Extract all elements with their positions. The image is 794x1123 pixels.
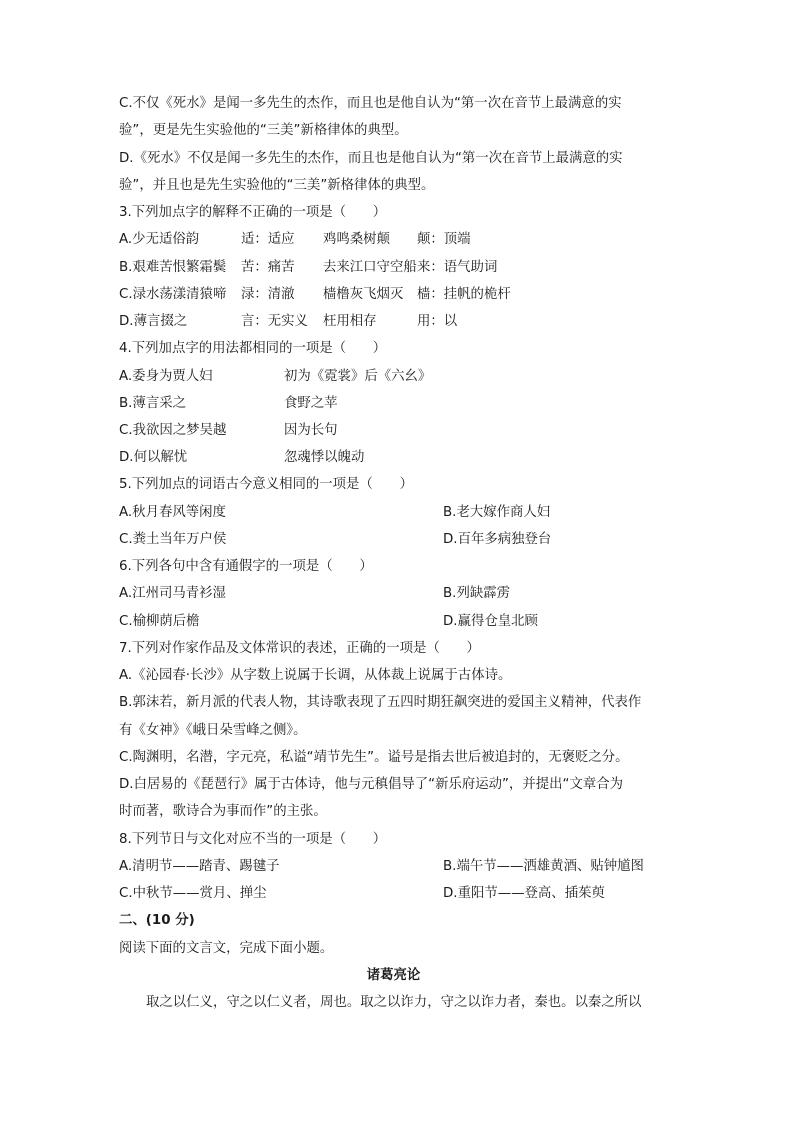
q4-d-left: D.何以解忧 — [119, 450, 188, 465]
q8-option-c: C.中秋节——赏月、掸尘 — [119, 886, 267, 901]
q4-stem: 4.下列加点字的用法都相同的一项是（ ） — [119, 341, 387, 356]
q3-option-b — [119, 258, 668, 278]
q7-option-b-line2: 有《女神》《峨日朵雪峰之侧》。 — [119, 723, 307, 738]
q3-a-gloss2: 颠：顶端 — [417, 232, 471, 247]
q4-a-right: 初为《霓裳》后《六幺》 — [284, 369, 432, 384]
q5-option-b: B.老大嫁作商人妇 — [443, 505, 551, 520]
q5-row-1 — [119, 503, 668, 523]
q4-option-d — [119, 448, 668, 468]
q8-stem: 8.下列节日与文化对应不当的一项是（ ） — [119, 832, 387, 847]
q5-option-a: A.秋月春风等闲度 — [119, 505, 226, 520]
q7-option-b-line1: B.郭沫若，新月派的代表人物，其诗歌表现了五四时期狂飙突进的爱国主义精神，代表作 — [119, 695, 642, 710]
q2-option-d-line2: 验”，并且也是先生实验他的“三美”新格律体的典型。 — [119, 178, 435, 193]
q7-option-c: C.陶渊明，名潜，字元亮，私谥“靖节先生”。谥号是指去世后被追封的，无褒贬之分。 — [119, 750, 629, 765]
q3-option-d — [119, 312, 668, 332]
q3-b-gloss: 苦：痛苦 — [241, 260, 295, 275]
q3-option-a — [119, 230, 668, 250]
q7-option-d-line2: 时而著，歌诗合为事而作”的主张。 — [119, 804, 327, 819]
q2-option-c-line1: C.不仅《死水》是闻一多先生的杰作，而且也是他自认为“第一次在音节上最满意的实 — [119, 96, 622, 111]
q2-option-c-line2: 验”，更是先生实验他的“三美”新格律体的典型。 — [119, 123, 408, 138]
q3-d-gloss: 言：无实义 — [241, 314, 308, 329]
q6-option-c: C.榆柳荫后檐 — [119, 614, 200, 629]
q8-option-b: B.端午节——洒雄黄酒、贴钟馗图 — [443, 859, 644, 874]
q3-c-phrase: C.渌水荡漾清猿啼 — [119, 287, 227, 302]
q4-option-c — [119, 421, 668, 441]
q3-b-gloss2: 来：语气助词 — [417, 260, 498, 275]
q6-row-2 — [119, 612, 668, 632]
q8-option-a: A.清明节——踏青、踢毽子 — [119, 859, 280, 874]
q3-c-gloss: 渌：清澈 — [241, 287, 295, 302]
q3-b-phrase2: 去来江口守空船 — [323, 260, 417, 275]
q3-d-gloss2: 用：以 — [417, 314, 458, 329]
q4-b-left: B.薄言采之 — [119, 396, 187, 411]
q6-row-1 — [119, 584, 668, 604]
q6-stem: 6.下列各句中含有通假字的一项是（ ） — [119, 559, 373, 574]
q7-option-a: A.《沁园春·长沙》从字数上说属于长调，从体裁上说属于古体诗。 — [119, 668, 512, 683]
q3-a-phrase: A.少无适俗韵 — [119, 232, 200, 247]
q4-c-right: 因为长句 — [284, 423, 338, 438]
q4-option-a — [119, 367, 668, 387]
passage-title: 诸葛亮论 — [366, 968, 421, 983]
q3-stem: 3.下列加点字的解释不正确的一项是（ ） — [119, 205, 387, 220]
q3-a-gloss: 适：适应 — [241, 232, 295, 247]
q8-row-2 — [119, 884, 668, 904]
q4-b-right: 食野之苹 — [284, 396, 338, 411]
q8-option-d: D.重阳节——登高、插茱萸 — [443, 886, 605, 901]
q5-option-d: D.百年多病独登台 — [443, 532, 552, 547]
q7-option-d-line1: D.白居易的《琵琶行》属于古体诗，他与元稹倡导了“新乐府运动”，并提出“文章合为 — [119, 777, 624, 792]
q8-row-1 — [119, 857, 668, 877]
q4-d-right: 忽魂悸以魄动 — [284, 450, 365, 465]
q5-stem: 5.下列加点的词语古今意义相同的一项是（ ） — [119, 477, 413, 492]
q5-row-2 — [119, 530, 668, 550]
q5-option-c: C.粪土当年万户侯 — [119, 532, 227, 547]
q3-b-phrase: B.艰难苦恨繁霜鬓 — [119, 260, 227, 275]
passage-first-line: 取之以仁义，守之以仁义者，周也。取之以诈力，守之以诈力者，秦也。以秦之所以 — [146, 995, 642, 1010]
section-2-instruction: 阅读下面的文言文，完成下面小题。 — [119, 941, 334, 956]
q3-a-phrase2: 鸡鸣桑树颠 — [323, 232, 390, 247]
q7-stem: 7.下列对作家作品及文体常识的表述，正确的一项是（ ） — [119, 641, 480, 656]
q4-a-left: A.委身为贾人妇 — [119, 369, 213, 384]
q3-c-gloss2: 樯：挂帆的桅杆 — [417, 287, 511, 302]
q3-option-c — [119, 285, 668, 305]
q4-option-b — [119, 394, 668, 414]
q2-option-d-line1: D.《死水》不仅是闻一多先生的杰作，而且也是他自认为“第一次在音节上最满意的实 — [119, 151, 623, 166]
section-2-heading: 二、(10 分) — [119, 913, 195, 928]
q3-d-phrase: D.薄言掇之 — [119, 314, 188, 329]
q6-option-a: A.江州司马青衫湿 — [119, 586, 226, 601]
q6-option-d: D.赢得仓皇北顾 — [443, 614, 538, 629]
q3-c-phrase2: 樯橹灰飞烟灭 — [323, 287, 404, 302]
q3-d-phrase2: 枉用相存 — [323, 314, 377, 329]
q6-option-b: B.列缺霹雳 — [443, 586, 511, 601]
q4-c-left: C.我欲因之梦吴越 — [119, 423, 227, 438]
